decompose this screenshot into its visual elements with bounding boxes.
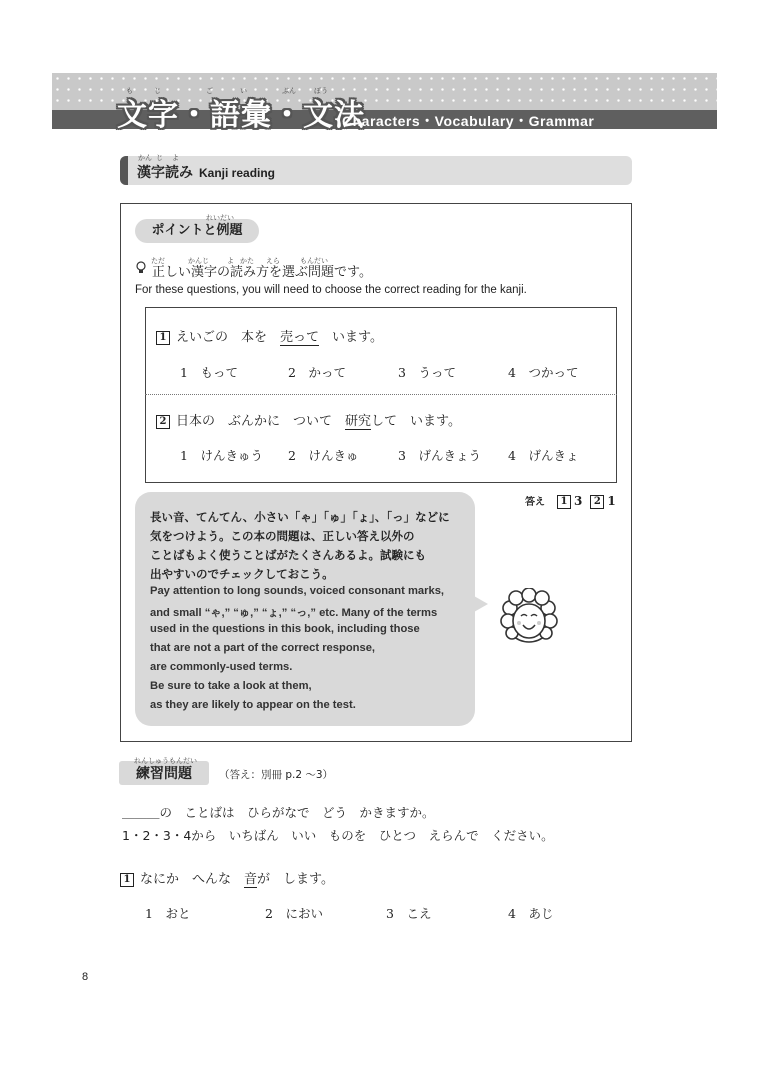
question-number: 2 xyxy=(156,415,170,429)
tip-text-en: and small “ゃ,” “ゅ,” “ょ,” “っ,” etc. Many of the terms xyxy=(150,607,438,619)
question-text: 日本の ぶんかに ついて xyxy=(176,414,346,429)
page-title: 文字・語彙・文法 xyxy=(117,98,365,133)
answer-value: 3 xyxy=(574,494,583,508)
ruby: ご xyxy=(206,87,213,95)
option: 2 けんきゅ xyxy=(288,448,359,463)
tip-text-en: used in the questions in this book, including those xyxy=(150,623,420,635)
ruby: じ xyxy=(202,257,209,265)
example-question xyxy=(156,410,461,429)
option: 1 けんきゅう xyxy=(180,448,263,463)
ruby: よ xyxy=(172,154,179,162)
ruby: えら xyxy=(266,257,280,265)
instruction: ＿＿＿の ことばは ひらがなで どう かきますか。 xyxy=(122,805,435,820)
page-subtitle: Characters・Vocabulary・Grammar xyxy=(342,113,595,129)
option: 1 おと xyxy=(145,906,191,921)
ruby: じ xyxy=(154,87,161,95)
tip-text-jp: ことばもよく使うことばがたくさんあるよ。試験にも xyxy=(150,548,426,562)
bubble-tail xyxy=(474,596,488,612)
lightbulb-icon xyxy=(135,261,147,278)
target-word: 音 xyxy=(244,872,258,887)
answer-value: 1 xyxy=(607,494,616,508)
practice-question xyxy=(120,868,334,887)
intro-text-en: For these questions, you will need to choose the correct reading for the kanji. xyxy=(135,284,527,296)
ruby: かん xyxy=(188,257,202,265)
ruby: ただ xyxy=(151,257,165,265)
question-text: なにか へんな xyxy=(140,872,245,887)
option: 4 あじ xyxy=(508,906,554,921)
option: 2 かって xyxy=(288,365,346,380)
section-title-en: Kanji reading xyxy=(199,166,276,180)
ruby: れいだい xyxy=(206,214,234,222)
question-number: 1 xyxy=(120,873,134,887)
point-label: ポイントと例題 xyxy=(135,219,259,243)
answer-label: 答え xyxy=(525,497,545,508)
question-number: 1 xyxy=(156,331,170,345)
tip-text-en: that are not a part of the correct response, xyxy=(150,642,376,654)
target-word: 研究 xyxy=(345,414,372,429)
sheep-mascot-icon xyxy=(496,588,562,652)
option: 4 げんきょ xyxy=(508,448,579,463)
answer-number: 1 xyxy=(557,495,571,509)
divider xyxy=(145,394,617,395)
section-bar-accent xyxy=(120,156,128,185)
ruby: れんしゅうもんだい xyxy=(134,757,197,765)
ruby: じ xyxy=(156,154,163,162)
tip-text-jp: 出やすいのでチェックしておこう。 xyxy=(150,567,334,581)
instruction: 1・2・3・4から いちばん いい ものを ひとつ えらんで ください。 xyxy=(122,828,554,843)
option: 1 もって xyxy=(180,365,238,380)
tip-text-en: are commonly-used terms. xyxy=(150,661,293,673)
ruby: も xyxy=(126,87,133,95)
option: 4 つかって xyxy=(508,365,579,380)
ruby: ぽう xyxy=(314,87,328,95)
answer-number: 2 xyxy=(590,495,604,509)
target-word: 売って xyxy=(280,330,320,345)
page-number: 8 xyxy=(82,971,89,983)
tip-text-en: Pay attention to long sounds, voiced consonant marks, xyxy=(150,585,445,597)
option: 3 こえ xyxy=(386,906,432,921)
example-question xyxy=(156,326,383,345)
option: 3 げんきょう xyxy=(398,448,481,463)
question-text: えいごの 本を xyxy=(176,330,281,345)
practice-note: （答え：別冊 p.2 〜3） xyxy=(219,769,334,781)
tip-text-en: as they are likely to appear on the test. xyxy=(150,699,356,711)
ruby: かん xyxy=(138,154,152,162)
ruby: ぶん xyxy=(282,87,296,95)
tip-text-jp: 長い音、てんてん、小さい「ゃ」「ゅ」「ょ」、「っ」などに xyxy=(150,510,450,524)
question-text: して います。 xyxy=(371,414,461,429)
ruby: い xyxy=(240,87,247,95)
ruby: よ xyxy=(227,257,234,265)
question-text: います。 xyxy=(319,330,383,345)
option: 3 うって xyxy=(398,365,456,380)
answer-key xyxy=(525,493,616,509)
section-title-jp: 漢字読み xyxy=(137,165,193,181)
practice-label: 練習問題 xyxy=(119,761,209,785)
intro-text-jp: 正しい漢字の読み方を選ぶ問題です。 xyxy=(152,265,372,280)
question-text: が します。 xyxy=(257,872,334,887)
option: 2 におい xyxy=(265,906,323,921)
ruby: かた xyxy=(240,257,254,265)
section-title xyxy=(137,162,275,182)
tip-text-en: Be sure to take a look at them, xyxy=(150,680,312,692)
tip-text-jp: 気をつけよう。この本の問題は、正しい答え以外の xyxy=(150,529,415,543)
ruby: もんだい xyxy=(300,257,328,265)
